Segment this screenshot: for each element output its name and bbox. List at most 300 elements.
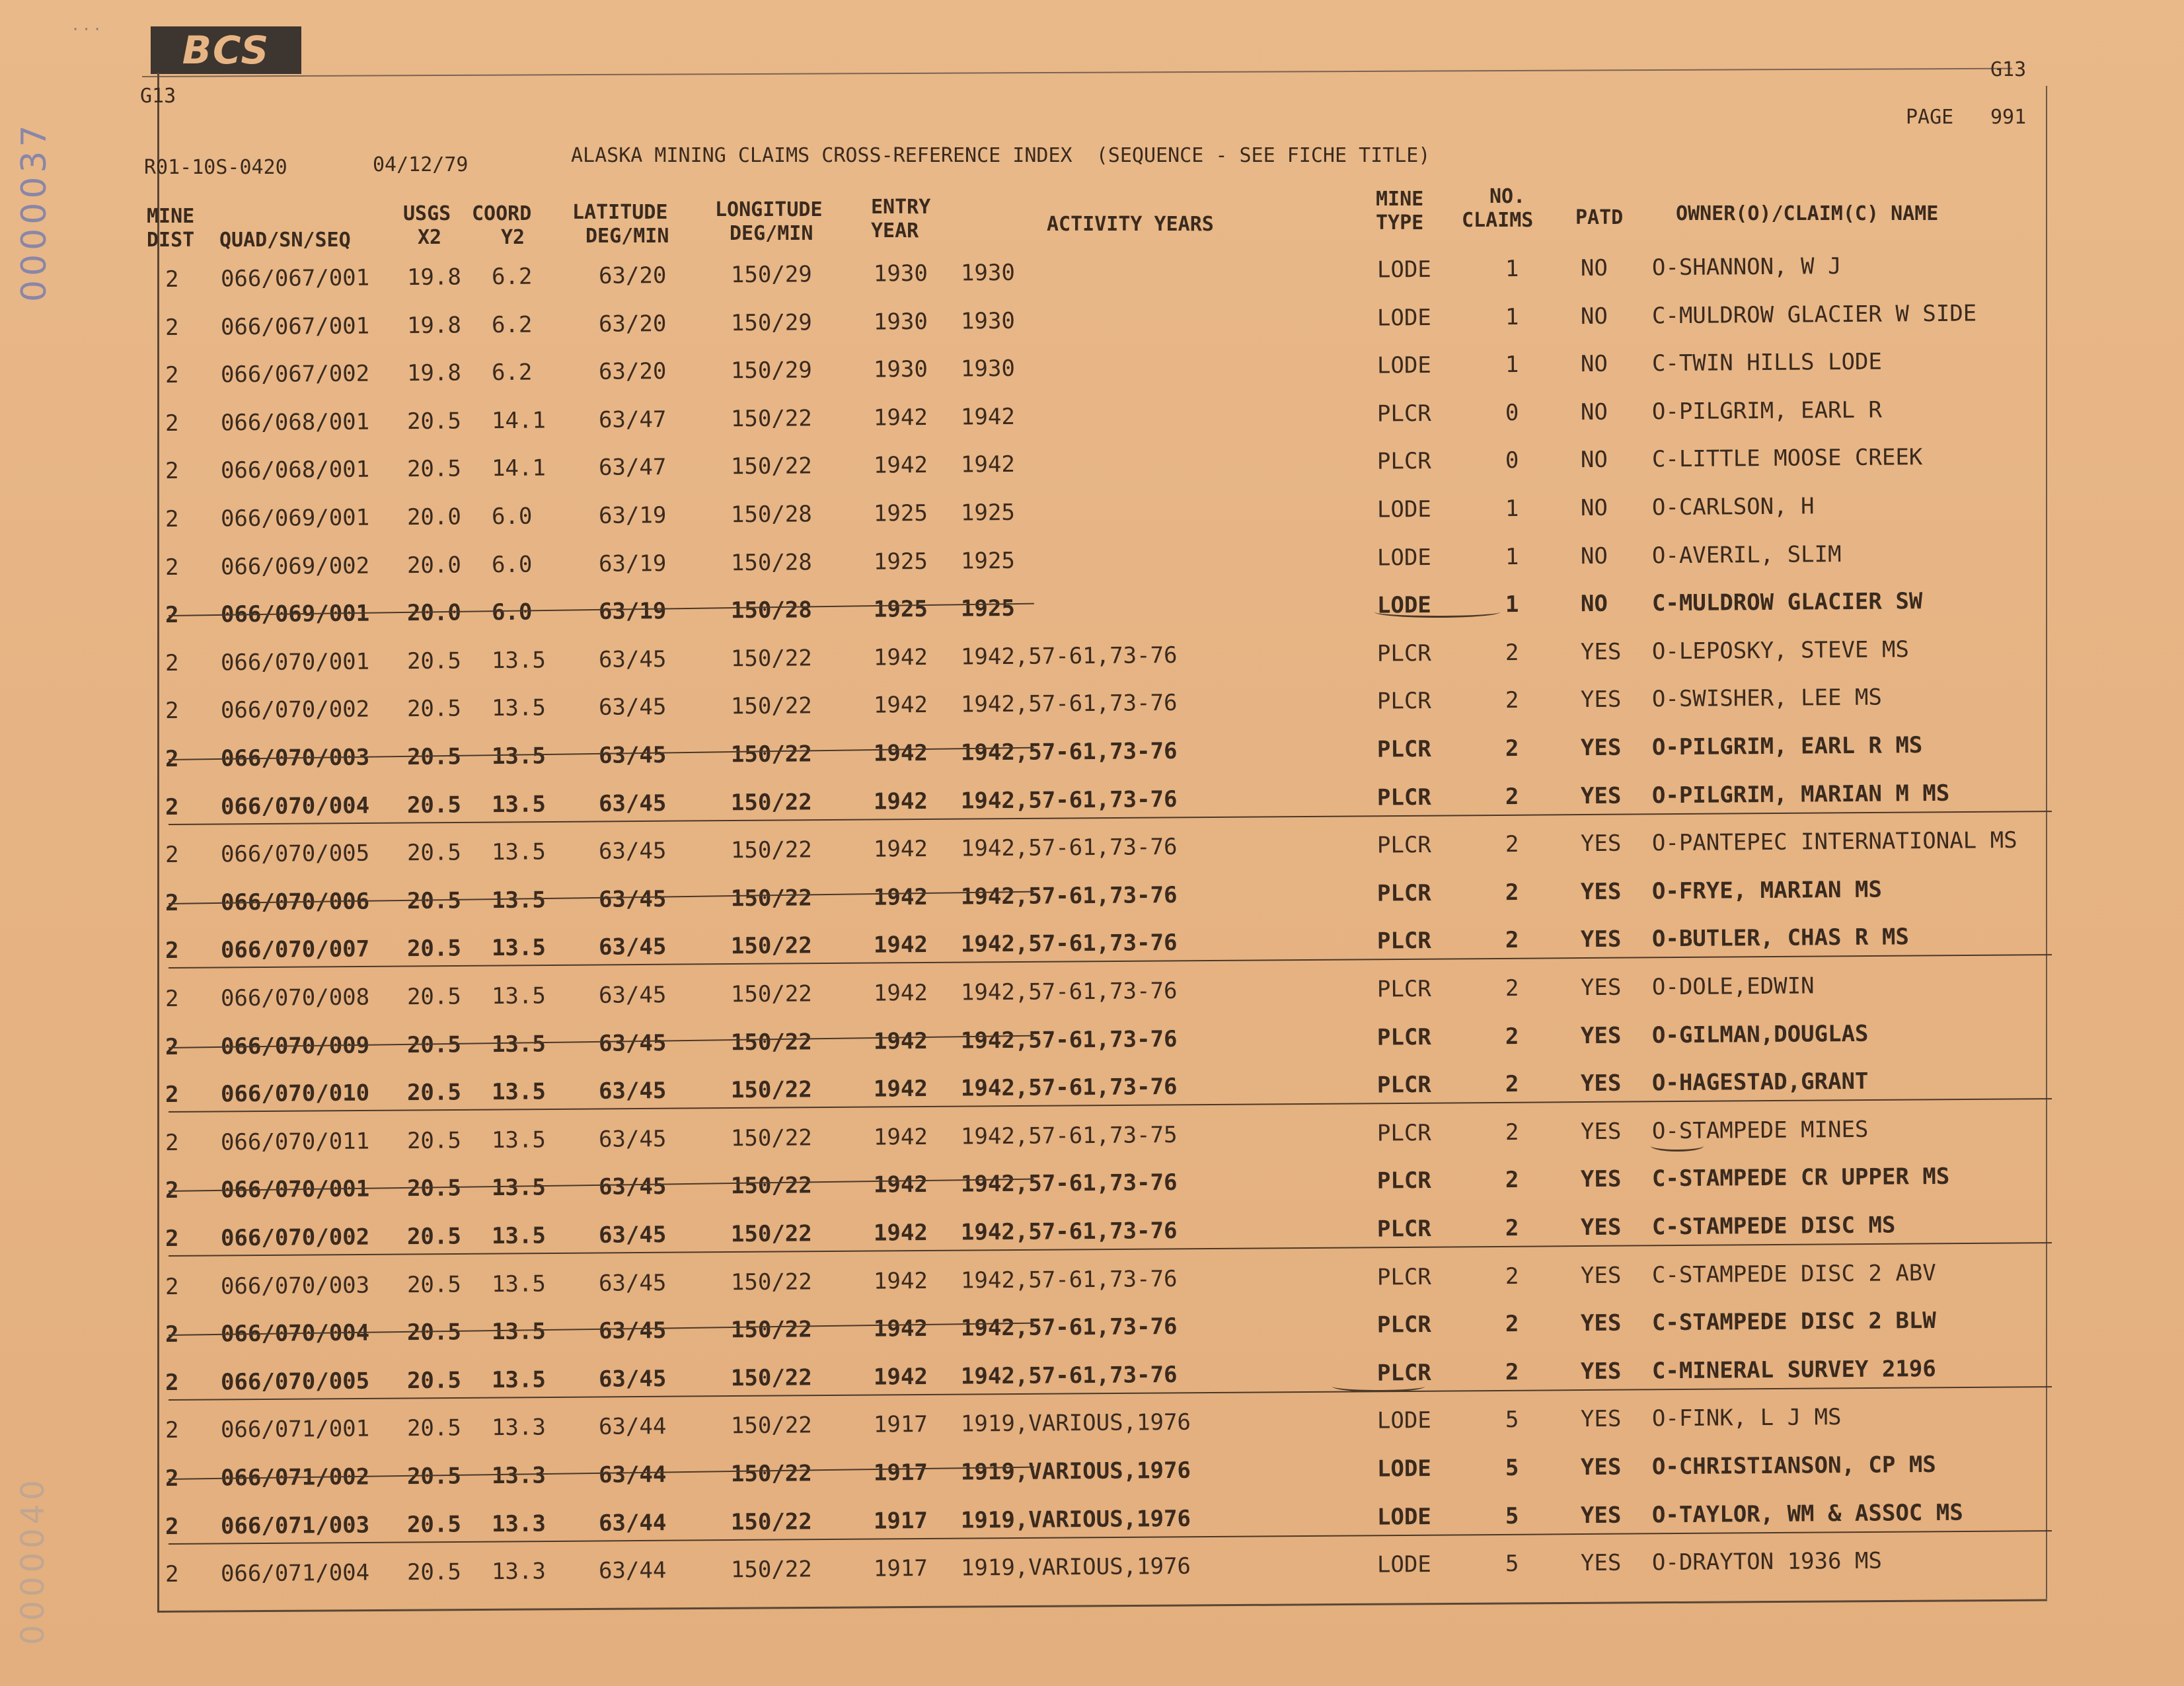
cell-no-claims: 2 xyxy=(1505,831,1519,858)
cell-no-claims: 5 xyxy=(1505,1551,1519,1578)
cell-mine-dist: 2 xyxy=(165,362,179,389)
cell-mine-type: LODE xyxy=(1376,1503,1431,1531)
table-row xyxy=(0,1398,2184,1448)
cell-activity-years: 1919,VARIOUS,1976 xyxy=(960,1553,1191,1582)
cell-quad-sn-seq: 066/067/001 xyxy=(220,312,370,340)
cell-no-claims: 2 xyxy=(1505,974,1519,1002)
cell-no-claims: 2 xyxy=(1505,879,1519,906)
cell-patd: YES xyxy=(1580,830,1622,858)
table-row xyxy=(0,1446,2184,1496)
cell-entry-year: 1917 xyxy=(873,1411,928,1438)
cell-entry-year: 1942 xyxy=(873,1219,928,1247)
cell-mine-dist: 2 xyxy=(165,410,179,437)
cell-patd: YES xyxy=(1580,1214,1622,1241)
cell-mine-dist: 2 xyxy=(165,505,179,532)
cell-activity-years: 1925 xyxy=(960,547,1016,575)
cell-mine-dist: 2 xyxy=(165,602,179,629)
cell-entry-year: 1942 xyxy=(873,1076,928,1103)
cell-coord-y2: 14.1 xyxy=(491,455,546,482)
cell-latitude: 63/45 xyxy=(598,1222,667,1249)
cell-patd: YES xyxy=(1580,1549,1622,1577)
cell-longitude: 150/22 xyxy=(730,980,812,1008)
cell-quad-sn-seq: 066/070/008 xyxy=(220,984,370,1012)
cell-quad-sn-seq: 066/067/002 xyxy=(220,360,370,388)
cell-mine-dist: 2 xyxy=(165,649,179,677)
cell-no-claims: 2 xyxy=(1505,1071,1519,1098)
cell-quad-sn-seq: 066/070/006 xyxy=(220,888,370,916)
cell-mine-type: PLCR xyxy=(1376,400,1431,427)
cell-activity-years: 1942,57-61,73-76 xyxy=(960,690,1178,718)
cell-quad-sn-seq: 066/070/007 xyxy=(220,935,370,964)
cell-usgs-x2: 20.5 xyxy=(406,1558,462,1586)
cell-no-claims: 1 xyxy=(1505,351,1519,379)
cell-activity-years: 1919,VARIOUS,1976 xyxy=(960,1409,1191,1438)
cell-activity-years: 1942,57-61,73-76 xyxy=(960,881,1178,910)
cell-quad-sn-seq: 066/071/003 xyxy=(220,1512,370,1539)
cell-patd: YES xyxy=(1580,1453,1622,1481)
cell-longitude: 150/22 xyxy=(730,741,812,768)
cell-no-claims: 0 xyxy=(1505,399,1519,426)
cell-patd: NO xyxy=(1580,254,1608,282)
cell-latitude: 63/19 xyxy=(598,598,667,626)
pen-mark xyxy=(1374,606,1500,618)
cell-mine-type: LODE xyxy=(1376,544,1431,571)
table-row xyxy=(0,871,2184,921)
cell-no-claims: 1 xyxy=(1505,543,1519,570)
table-row xyxy=(0,1015,2184,1065)
cell-latitude: 63/45 xyxy=(598,1029,667,1057)
cell-patd: YES xyxy=(1580,1166,1622,1193)
cell-longitude: 150/22 xyxy=(730,1124,812,1152)
table-row xyxy=(0,1302,2184,1352)
cell-owner-claim-name: O-SWISHER, LEE MS xyxy=(1651,684,1883,713)
bcs-logo: BCS xyxy=(151,26,301,74)
cell-mine-dist: 2 xyxy=(165,1225,179,1252)
col-entry-1: ENTRY xyxy=(871,196,931,219)
cell-owner-claim-name: O-SHANNON, W J xyxy=(1651,253,1842,281)
cell-mine-dist: 2 xyxy=(165,1321,179,1348)
cell-quad-sn-seq: 066/069/001 xyxy=(220,600,370,628)
col-type-1: MINE xyxy=(1376,188,1424,211)
cell-mine-type: LODE xyxy=(1376,1551,1431,1578)
cell-coord-y2: 13.5 xyxy=(491,1318,546,1346)
cell-latitude: 63/45 xyxy=(598,934,667,961)
cell-activity-years: 1942,57-61,73-76 xyxy=(960,786,1178,815)
cell-longitude: 150/22 xyxy=(730,1220,812,1248)
cell-latitude: 63/45 xyxy=(598,1365,667,1393)
col-claims-2: CLAIMS xyxy=(1462,209,1534,232)
cell-longitude: 150/22 xyxy=(730,453,812,480)
col-activity: ACTIVITY YEARS xyxy=(1047,213,1214,236)
cell-mine-dist: 2 xyxy=(165,314,179,341)
cell-patd: YES xyxy=(1580,782,1622,809)
cell-latitude: 63/45 xyxy=(598,1269,667,1297)
cell-usgs-x2: 20.5 xyxy=(406,647,462,675)
cell-coord-y2: 13.5 xyxy=(491,887,546,914)
cell-longitude: 150/28 xyxy=(730,597,812,624)
cell-mine-dist: 2 xyxy=(165,1369,179,1396)
table-row xyxy=(0,631,2184,681)
cell-usgs-x2: 20.5 xyxy=(406,1511,462,1538)
col-owner: OWNER(O)/CLAIM(C) NAME xyxy=(1676,202,1939,225)
cell-owner-claim-name: C-LITTLE MOOSE CREEK xyxy=(1651,444,1923,473)
cell-longitude: 150/22 xyxy=(730,1556,812,1584)
cell-owner-claim-name: C-MINERAL SURVEY 2196 xyxy=(1651,1355,1936,1385)
col-entry-2: YEAR xyxy=(871,219,919,242)
cell-patd: YES xyxy=(1580,1406,1622,1433)
cell-usgs-x2: 20.5 xyxy=(406,1319,462,1346)
cell-patd: NO xyxy=(1580,591,1608,618)
col-claims-1: NO. xyxy=(1489,185,1526,208)
cell-quad-sn-seq: 066/069/001 xyxy=(220,504,370,532)
cell-coord-y2: 13.5 xyxy=(491,1174,546,1202)
cell-owner-claim-name: O-CARLSON, H xyxy=(1651,493,1815,521)
cell-coord-y2: 14.1 xyxy=(491,407,546,434)
table-row xyxy=(0,967,2184,1017)
cell-latitude: 63/45 xyxy=(598,1317,667,1345)
cell-activity-years: 1919,VARIOUS,1976 xyxy=(960,1505,1191,1534)
cell-activity-years: 1942,57-61,73-76 xyxy=(960,1025,1178,1054)
cell-quad-sn-seq: 066/070/002 xyxy=(220,1224,370,1252)
cell-mine-type: PLCR xyxy=(1376,975,1431,1003)
cell-longitude: 150/22 xyxy=(730,1028,812,1056)
cell-mine-type: PLCR xyxy=(1376,1072,1431,1099)
cell-mine-type: PLCR xyxy=(1376,1215,1431,1243)
cell-longitude: 150/22 xyxy=(730,932,812,960)
report-id: R01-10S-0420 xyxy=(144,156,287,179)
table-row xyxy=(0,823,2184,873)
cell-patd: NO xyxy=(1580,303,1608,330)
cell-latitude: 63/45 xyxy=(598,982,667,1009)
cell-usgs-x2: 20.5 xyxy=(406,1414,462,1442)
table-row xyxy=(0,1158,2184,1208)
cell-no-claims: 2 xyxy=(1505,735,1519,762)
cell-patd: YES xyxy=(1580,1022,1622,1049)
table-row xyxy=(0,343,2184,393)
cell-no-claims: 2 xyxy=(1505,687,1519,714)
cell-usgs-x2: 19.8 xyxy=(406,359,462,387)
cell-entry-year: 1942 xyxy=(873,1267,928,1295)
cell-mine-type: PLCR xyxy=(1376,1167,1431,1194)
cell-coord-y2: 13.5 xyxy=(491,791,546,818)
cell-mine-type: PLCR xyxy=(1376,1359,1431,1387)
cell-patd: YES xyxy=(1580,1309,1622,1337)
cell-quad-sn-seq: 066/070/003 xyxy=(220,744,370,772)
cell-coord-y2: 13.3 xyxy=(491,1558,546,1586)
cell-entry-year: 1925 xyxy=(873,596,928,623)
cell-no-claims: 0 xyxy=(1505,447,1519,474)
cell-usgs-x2: 20.5 xyxy=(406,455,462,483)
cell-quad-sn-seq: 066/070/011 xyxy=(220,1128,370,1156)
cell-mine-type: PLCR xyxy=(1376,1119,1431,1147)
cell-patd: YES xyxy=(1580,638,1622,665)
cell-quad-sn-seq: 066/070/004 xyxy=(220,1319,370,1348)
cell-longitude: 150/22 xyxy=(730,836,812,864)
cell-activity-years: 1942,57-61,73-75 xyxy=(960,1121,1178,1150)
cell-latitude: 63/47 xyxy=(598,406,667,433)
cell-mine-dist: 2 xyxy=(165,1561,179,1588)
cell-owner-claim-name: C-MULDROW GLACIER SW xyxy=(1651,588,1923,617)
cell-latitude: 63/45 xyxy=(598,742,667,769)
cell-owner-claim-name: O-PANTEPEC INTERNATIONAL MS xyxy=(1651,827,2017,857)
cell-usgs-x2: 20.5 xyxy=(406,408,462,435)
punch-marks: · · · xyxy=(73,20,100,40)
cell-owner-claim-name: C-MULDROW GLACIER W SIDE xyxy=(1651,300,1977,329)
cell-latitude: 63/20 xyxy=(598,262,667,289)
col-lat-2: DEG/MIN xyxy=(585,225,669,248)
cell-entry-year: 1930 xyxy=(873,308,928,336)
cell-coord-y2: 13.3 xyxy=(491,1414,546,1442)
cell-no-claims: 1 xyxy=(1505,303,1519,330)
cell-mine-dist: 2 xyxy=(165,266,179,293)
cell-mine-dist: 2 xyxy=(165,1465,179,1492)
cell-entry-year: 1917 xyxy=(873,1507,928,1535)
cell-owner-claim-name: O-BUTLER, CHAS R MS xyxy=(1651,924,1910,953)
cell-usgs-x2: 20.5 xyxy=(406,935,462,963)
cell-longitude: 150/22 xyxy=(730,788,812,816)
col-mine-dist-1: MINE xyxy=(147,205,195,228)
cell-no-claims: 1 xyxy=(1505,591,1519,618)
cell-latitude: 63/19 xyxy=(598,550,667,577)
cell-coord-y2: 13.5 xyxy=(491,743,546,770)
cell-activity-years: 1919,VARIOUS,1976 xyxy=(960,1457,1191,1486)
cell-coord-y2: 13.5 xyxy=(491,694,546,722)
page-number: 991 xyxy=(1990,106,2027,129)
cell-coord-y2: 13.5 xyxy=(491,1366,546,1393)
cell-patd: YES xyxy=(1580,1502,1622,1529)
cell-coord-y2: 13.3 xyxy=(491,1510,546,1537)
cell-coord-y2: 6.0 xyxy=(491,551,533,578)
cell-patd: NO xyxy=(1580,494,1608,522)
cell-coord-y2: 6.2 xyxy=(491,311,533,338)
cell-patd: YES xyxy=(1580,974,1622,1002)
cell-usgs-x2: 20.5 xyxy=(406,791,462,819)
cell-owner-claim-name: O-FRYE, MARIAN MS xyxy=(1651,876,1883,905)
cell-patd: YES xyxy=(1580,1262,1622,1289)
cell-coord-y2: 6.0 xyxy=(491,599,533,626)
cell-mine-type: LODE xyxy=(1376,256,1431,283)
cell-mine-type: PLCR xyxy=(1376,1023,1431,1051)
cell-mine-type: PLCR xyxy=(1376,448,1431,475)
col-coord-2: Y2 xyxy=(501,226,525,249)
cell-owner-claim-name: O-PILGRIM, EARL R xyxy=(1651,396,1883,425)
cell-entry-year: 1930 xyxy=(873,356,928,383)
cell-latitude: 63/45 xyxy=(598,694,667,721)
cell-entry-year: 1942 xyxy=(873,739,928,767)
col-usgs-2: X2 xyxy=(418,226,442,249)
cell-patd: NO xyxy=(1580,398,1608,425)
cell-owner-claim-name: O-CHRISTIANSON, CP MS xyxy=(1651,1451,1936,1481)
col-mine-dist-2: DIST xyxy=(147,229,195,252)
cell-usgs-x2: 20.5 xyxy=(406,1031,462,1058)
cell-latitude: 63/45 xyxy=(598,838,667,865)
cell-latitude: 63/20 xyxy=(598,358,667,386)
cell-patd: NO xyxy=(1580,447,1608,474)
cell-usgs-x2: 20.5 xyxy=(406,1463,462,1490)
cell-mine-type: PLCR xyxy=(1376,928,1431,955)
cell-mine-type: PLCR xyxy=(1376,832,1431,859)
cell-activity-years: 1925 xyxy=(960,499,1016,527)
cell-mine-type: PLCR xyxy=(1376,784,1431,811)
cell-activity-years: 1942,57-61,73-76 xyxy=(960,1265,1178,1294)
cell-no-claims: 2 xyxy=(1505,639,1519,666)
cell-quad-sn-seq: 066/071/001 xyxy=(220,1415,370,1444)
cell-quad-sn-seq: 066/070/001 xyxy=(220,1175,370,1204)
col-patd: PATD xyxy=(1575,206,1624,229)
cell-entry-year: 1925 xyxy=(873,499,928,527)
cell-entry-year: 1942 xyxy=(873,692,928,719)
page-label: PAGE xyxy=(1906,106,1954,129)
cell-activity-years: 1942,57-61,73-76 xyxy=(960,1217,1178,1246)
cell-latitude: 63/47 xyxy=(598,454,667,482)
cell-usgs-x2: 19.8 xyxy=(406,312,462,339)
cell-entry-year: 1942 xyxy=(873,1315,928,1342)
cell-entry-year: 1925 xyxy=(873,548,928,575)
table-row xyxy=(0,247,2184,297)
cell-mine-type: PLCR xyxy=(1376,1263,1431,1291)
cell-entry-year: 1942 xyxy=(873,1171,928,1198)
pen-mark xyxy=(1651,1140,1704,1152)
cell-mine-dist: 2 xyxy=(165,1081,179,1109)
cell-activity-years: 1942,57-61,73-76 xyxy=(960,834,1178,862)
cell-entry-year: 1942 xyxy=(873,883,928,911)
cell-longitude: 150/22 xyxy=(730,1076,812,1104)
cell-owner-claim-name: O-PILGRIM, MARIAN M MS xyxy=(1651,780,1950,809)
cell-mine-dist: 2 xyxy=(165,1129,179,1156)
cell-mine-dist: 2 xyxy=(165,698,179,725)
cell-quad-sn-seq: 066/070/003 xyxy=(220,1272,370,1300)
cell-activity-years: 1942,57-61,73-76 xyxy=(960,1313,1178,1342)
cell-coord-y2: 13.3 xyxy=(491,1462,546,1490)
cell-no-claims: 5 xyxy=(1505,1407,1519,1434)
cell-coord-y2: 13.5 xyxy=(491,838,546,866)
cell-latitude: 63/44 xyxy=(598,1557,667,1585)
cell-entry-year: 1942 xyxy=(873,1123,928,1151)
cell-usgs-x2: 20.5 xyxy=(406,695,462,723)
cell-longitude: 150/29 xyxy=(730,261,812,289)
cell-longitude: 150/22 xyxy=(730,645,812,673)
cell-mine-dist: 2 xyxy=(165,985,179,1012)
cell-entry-year: 1942 xyxy=(873,979,928,1007)
pen-mark xyxy=(1332,1381,1425,1392)
table-row xyxy=(0,1542,2184,1592)
cell-no-claims: 2 xyxy=(1505,1118,1519,1146)
cell-latitude: 63/19 xyxy=(598,502,667,529)
cell-entry-year: 1917 xyxy=(873,1459,928,1486)
cell-quad-sn-seq: 066/071/004 xyxy=(220,1559,370,1588)
cell-patd: NO xyxy=(1580,542,1608,569)
cell-latitude: 63/45 xyxy=(598,1125,667,1153)
table-row xyxy=(0,678,2184,729)
cell-coord-y2: 6.2 xyxy=(491,359,533,386)
cell-longitude: 150/29 xyxy=(730,357,812,385)
table-row xyxy=(0,487,2184,537)
top-left-code: G13 xyxy=(140,85,176,108)
cell-no-claims: 2 xyxy=(1505,1023,1519,1050)
cell-quad-sn-seq: 066/070/001 xyxy=(220,648,370,677)
cell-entry-year: 1942 xyxy=(873,643,928,671)
cell-usgs-x2: 20.5 xyxy=(406,887,462,914)
cell-owner-claim-name: O-PILGRIM, EARL R MS xyxy=(1651,732,1923,761)
cell-quad-sn-seq: 066/070/002 xyxy=(220,696,370,724)
cell-entry-year: 1942 xyxy=(873,788,928,815)
cell-usgs-x2: 20.5 xyxy=(406,1079,462,1107)
cell-activity-years: 1930 xyxy=(960,259,1016,287)
cell-coord-y2: 13.5 xyxy=(491,1126,546,1154)
cell-latitude: 63/45 xyxy=(598,1173,667,1201)
cell-longitude: 150/22 xyxy=(730,1316,812,1344)
cell-owner-claim-name: C-STAMPEDE DISC 2 ABV xyxy=(1651,1259,1936,1288)
cell-mine-type: LODE xyxy=(1376,304,1431,332)
cell-coord-y2: 13.5 xyxy=(491,1270,546,1298)
cell-latitude: 63/45 xyxy=(598,1078,667,1105)
cell-latitude: 63/20 xyxy=(598,310,667,338)
cell-entry-year: 1942 xyxy=(873,452,928,479)
cell-longitude: 150/22 xyxy=(730,1364,812,1392)
cell-owner-claim-name: O-AVERIL, SLIM xyxy=(1651,540,1842,569)
cell-usgs-x2: 20.5 xyxy=(406,1271,462,1298)
cell-mine-type: PLCR xyxy=(1376,879,1431,907)
cell-usgs-x2: 20.0 xyxy=(406,503,462,531)
cell-activity-years: 1942,57-61,73-76 xyxy=(960,1169,1178,1198)
cell-longitude: 150/22 xyxy=(730,1268,812,1296)
cell-longitude: 150/22 xyxy=(730,1172,812,1200)
cell-coord-y2: 6.2 xyxy=(491,263,533,291)
cell-no-claims: 5 xyxy=(1505,1502,1519,1529)
cell-mine-type: PLCR xyxy=(1376,1311,1431,1338)
table-row xyxy=(0,391,2184,441)
cell-no-claims: 2 xyxy=(1505,1263,1519,1290)
cell-activity-years: 1942,57-61,73-76 xyxy=(960,737,1178,766)
cell-quad-sn-seq: 066/068/001 xyxy=(220,408,370,437)
col-usgs-1: USGS xyxy=(403,202,451,225)
cell-activity-years: 1942,57-61,73-76 xyxy=(960,1074,1178,1102)
cell-longitude: 150/22 xyxy=(730,692,812,720)
cell-quad-sn-seq: 066/070/005 xyxy=(220,1368,370,1396)
cell-owner-claim-name: O-GILMAN,DOUGLAS xyxy=(1651,1020,1869,1048)
table-row xyxy=(0,1111,2184,1161)
col-lon-1: LONGITUDE xyxy=(715,198,823,221)
cell-activity-years: 1942,57-61,73-76 xyxy=(960,1361,1178,1390)
cell-no-claims: 1 xyxy=(1505,255,1519,283)
cell-mine-dist: 2 xyxy=(165,745,179,772)
cell-latitude: 63/45 xyxy=(598,789,667,817)
table-row xyxy=(0,727,2184,777)
cell-activity-years: 1942 xyxy=(960,403,1016,431)
cell-mine-type: LODE xyxy=(1376,1407,1431,1434)
col-coord-1: COORD xyxy=(472,202,532,225)
table-row xyxy=(0,1255,2184,1305)
cell-usgs-x2: 20.5 xyxy=(406,1127,462,1154)
cell-owner-claim-name: O-TAYLOR, WM & ASSOC MS xyxy=(1651,1499,1963,1528)
cell-entry-year: 1917 xyxy=(873,1555,928,1582)
cell-longitude: 150/22 xyxy=(730,885,812,912)
cell-mine-dist: 2 xyxy=(165,1513,179,1540)
cell-activity-years: 1942,57-61,73-76 xyxy=(960,930,1178,958)
cell-longitude: 150/22 xyxy=(730,405,812,433)
cell-mine-type: PLCR xyxy=(1376,735,1431,763)
cell-entry-year: 1942 xyxy=(873,1027,928,1055)
cell-longitude: 150/22 xyxy=(730,1412,812,1440)
cell-longitude: 150/28 xyxy=(730,548,812,576)
cell-patd: YES xyxy=(1580,878,1622,905)
cell-mine-type: LODE xyxy=(1376,495,1431,523)
cell-activity-years: 1930 xyxy=(960,307,1016,335)
cell-longitude: 150/29 xyxy=(730,309,812,336)
cell-latitude: 63/45 xyxy=(598,885,667,913)
cell-no-claims: 1 xyxy=(1505,495,1519,523)
cell-mine-dist: 2 xyxy=(165,842,179,869)
